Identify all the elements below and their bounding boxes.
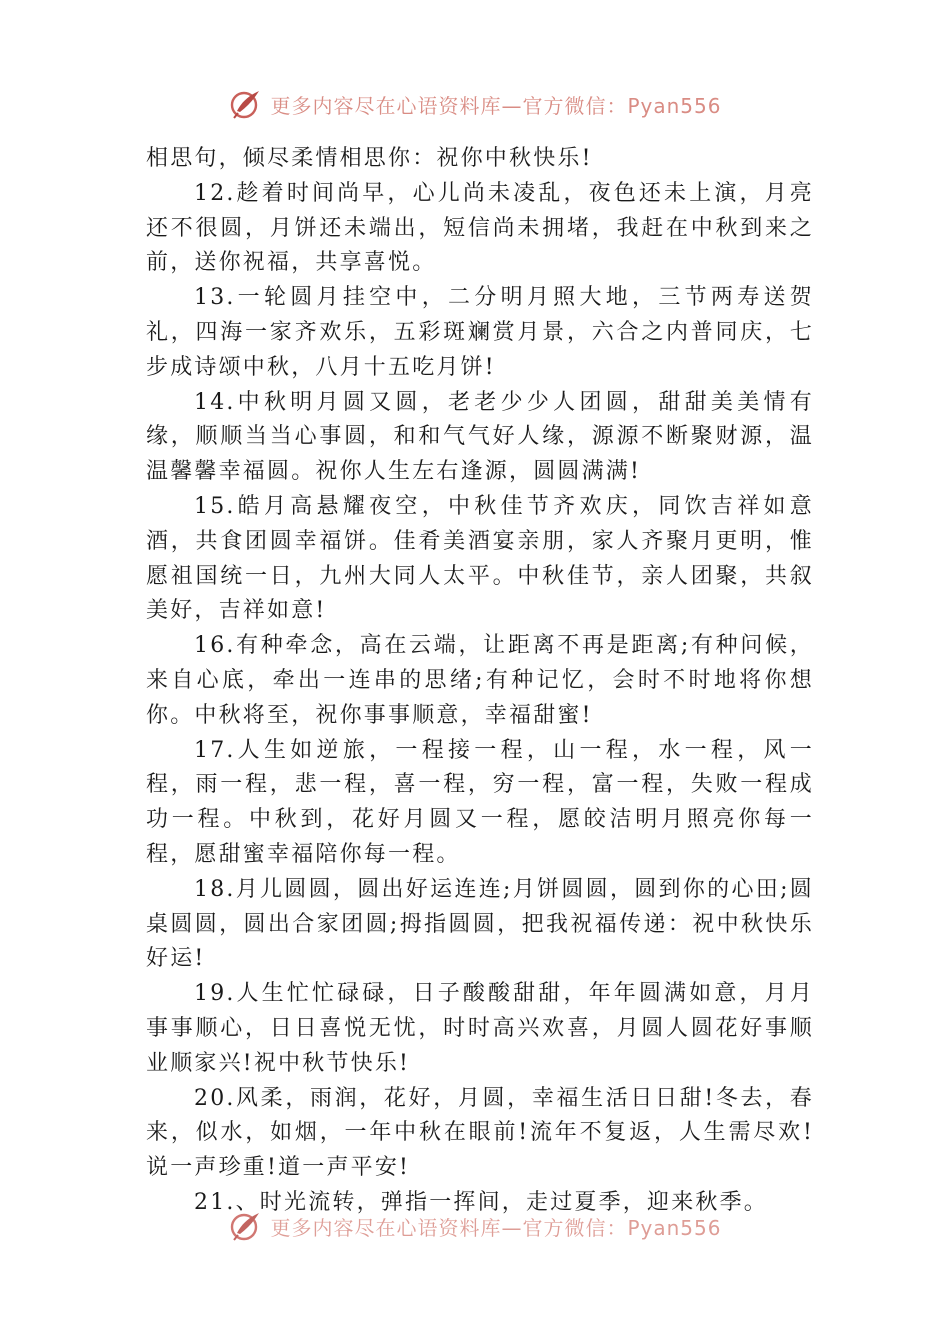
watermark-text: 更多内容尽在心语资料库—官方微信：Pyan556 bbox=[270, 1215, 722, 1240]
watermark-text: 更多内容尽在心语资料库—官方微信：Pyan556 bbox=[270, 93, 722, 118]
document-body bbox=[146, 142, 814, 1221]
paragraph: 13.一轮圆月挂空中，二分明月照大地，三节两寿送贺礼，四海一家齐欢乐，五彩斑斓赏月景，六合之内普同庆，七步成诗颂中秋，八月十五吃月饼! bbox=[146, 285, 814, 380]
paragraph: 相思句，倾尽柔情相思你：祝你中秋快乐! bbox=[146, 146, 593, 171]
paragraph: 20.风柔，雨润，花好，月圆，幸福生活日日甜!冬去，春来，似水，如烟，一年中秋在眼前!流年不复返，人生需尽欢!说一声珍重!道一声平安! bbox=[146, 1085, 814, 1181]
paragraph: 15.皓月高悬耀夜空，中秋佳节齐欢庆，同饮吉祥如意酒，共食团圆幸福饼。佳肴美酒宴亲朋，家人齐聚月更明，惟愿祖国统一日，九州大同人太平。中秋佳节，亲人团聚，共叙美好，吉祥如意! bbox=[146, 493, 814, 624]
paragraph: 21.、时光流转，弹指一挥间，走过夏季，迎来秋季。 bbox=[194, 1189, 768, 1215]
paragraph: 16.有种牵念，高在云端，让距离不再是距离;有种问候，来自心底，牵出一连串的思绪;有种记忆，会时不时地将你想你。中秋将至，祝你事事顺意，幸福甜蜜! bbox=[146, 633, 814, 728]
paragraph: 14.中秋明月圆又圆，老老少少人团圆，甜甜美美情有缘，顺顺当当心事圆，和和气气好人缘，源源不断聚财源，温温馨馨幸福圆。祝你人生左右逢源，圆圆满满! bbox=[146, 389, 814, 485]
paragraph: 17.人生如逆旅，一程接一程，山一程，水一程，风一程，雨一程，悲一程，喜一程，穷一程，富一程，失败一程成功一程。中秋到，花好月圆又一程，愿皎洁明月照亮你每一程，愿甜蜜幸福陪你每一程。 bbox=[146, 737, 814, 867]
footer-watermark bbox=[0, 1206, 950, 1246]
quill-logo-icon bbox=[228, 87, 262, 121]
paragraph: 19.人生忙忙碌碌，日子酸酸甜甜，年年圆满如意，月月事事顺心，日日喜悦无忧，时时高兴欢喜，月圆人圆花好事顺业顺家兴!祝中秋节快乐! bbox=[146, 981, 814, 1076]
paragraph: 18.月儿圆圆，圆出好运连连;月饼圆圆，圆到你的心田;圆桌圆圆，圆出合家团圆;拇指圆圆，把我祝福传递：祝中秋快乐好运! bbox=[146, 876, 814, 972]
quill-logo-icon bbox=[228, 1209, 262, 1243]
paragraph: 12.趁着时间尚早，心儿尚未凌乱，夜色还未上演，月亮还不很圆，月饼还未端出，短信尚未拥堵，我赶在中秋到来之前，送你祝福，共享喜悦。 bbox=[146, 180, 814, 276]
header-watermark bbox=[0, 84, 950, 124]
